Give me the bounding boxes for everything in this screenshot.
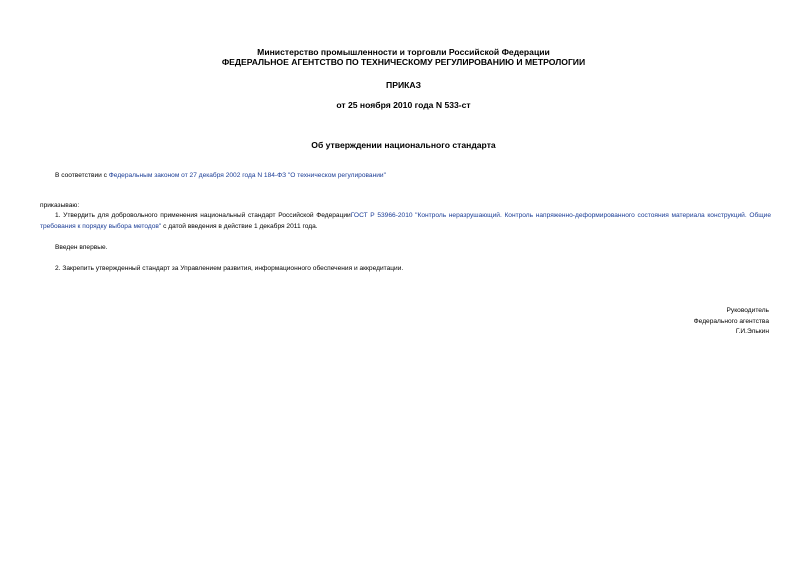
item-2-paragraph: 2. Закрепить утвержденный стандарт за Управлением развития, информационного обеспечения и аккредитации. (55, 265, 404, 272)
item-1-paragraph (40, 210, 771, 232)
signature-organization: Федерального агентства (693, 318, 769, 325)
signature-position: Руководитель (726, 307, 769, 314)
doc-title: Об утверждении национального стандарта (311, 140, 496, 150)
order-word: приказываю: (40, 202, 80, 209)
item-1-text: 1. Утвердить для добровольного применения национальный стандарт Российской Федерации (55, 212, 351, 219)
agency-heading: ФЕДЕРАЛЬНОЕ АГЕНТСТВО ПО ТЕХНИЧЕСКОМУ РЕГУЛИРОВАНИЮ И МЕТРОЛОГИИ (221, 57, 586, 67)
doc-date: от 25 ноября 2010 года N 533-ст (336, 100, 471, 110)
signature-name: Г.И.Элькин (735, 328, 769, 335)
ministry-heading: Министерство промышленности и торговли Российской Федерации (257, 47, 550, 57)
preamble-text: В соответствии с (55, 172, 109, 179)
preamble-paragraph (55, 171, 386, 180)
doc-type-heading: ПРИКАЗ (386, 80, 421, 90)
federal-law-link[interactable]: Федеральным законом от 27 декабря 2002 года N 184-ФЗ "О техническом регулировании" (108, 172, 386, 179)
introduced-note: Введен впервые. (55, 244, 108, 251)
gost-standard-link[interactable]: ГОСТ Р 53966-2010 "Контроль неразрушающий. Контроль напряженно-деформированного состояния материала конструкций. Общие требования к порядку выбора методов" (40, 212, 772, 230)
item-1-text-end: с датой введения в действие 1 декабря 2011 года. (161, 223, 318, 230)
